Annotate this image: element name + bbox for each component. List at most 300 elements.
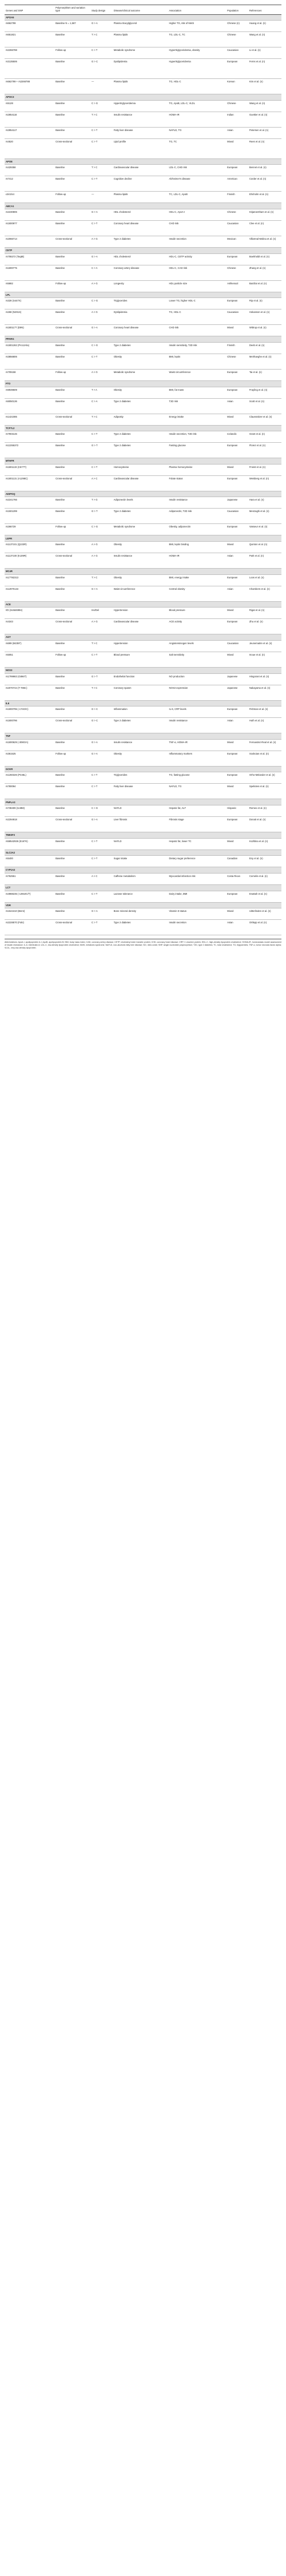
cell-reference: Zhang et al. (n) xyxy=(248,265,281,280)
table-row xyxy=(5,640,281,652)
cell-polymorphism: Baseline xyxy=(54,398,90,414)
cell-polymorphism: Baseline xyxy=(54,265,90,280)
gene-group-row xyxy=(5,902,281,908)
cell-polymorphism: Baseline xyxy=(54,805,90,817)
gene-group-row xyxy=(5,425,281,431)
cell-association: Hypertriglyceridemia xyxy=(168,59,227,79)
cell-study-design: T > C xyxy=(90,414,113,425)
cell-snp: rs662799 xyxy=(5,21,54,32)
cell-population: European xyxy=(226,891,248,902)
cell-snp: rs58542926 (E167K) xyxy=(5,838,54,850)
cell-polymorphism: Baseline xyxy=(54,32,90,47)
gene-group-row xyxy=(5,867,281,874)
cell-polymorphism: Baseline xyxy=(54,253,90,265)
gene-group-label: AGT xyxy=(5,634,281,641)
cell-snp: rs1501299 xyxy=(5,509,54,524)
cell-snp: rs2241766 xyxy=(5,497,54,509)
cell-outcome: NAFLD xyxy=(113,805,168,817)
table-row xyxy=(5,265,281,280)
table-row xyxy=(5,817,281,832)
cell-outcome: Coronary artery disease xyxy=(113,265,168,280)
cell-study-design: C > G xyxy=(90,805,113,817)
cell-population: Asian xyxy=(226,920,248,935)
cell-association: BMI, energy intake xyxy=(168,574,227,586)
cell-polymorphism: Baseline xyxy=(54,387,90,398)
gene-group-label: ADIPOQ xyxy=(5,491,281,497)
gene-group-label: APOC3 xyxy=(5,94,281,101)
cell-polymorphism: Baseline xyxy=(54,298,90,309)
cell-population: European xyxy=(226,443,248,458)
cell-polymorphism: Baseline xyxy=(54,542,90,553)
cell-outcome: Coronary spasm xyxy=(113,685,168,700)
cell-population: European xyxy=(226,298,248,309)
cell-polymorphism: Baseline xyxy=(54,59,90,79)
cell-association: Inflammatory markers xyxy=(168,751,227,766)
cell-population: Chinese xyxy=(226,100,248,112)
cell-association: Insulin secretion, T2D risk xyxy=(168,431,227,443)
cell-polymorphism: Baseline xyxy=(54,431,90,443)
cell-polymorphism: Follow-up xyxy=(54,652,90,667)
cell-population: Japanese xyxy=(226,673,248,685)
cell-population: Mixed xyxy=(226,414,248,425)
cell-population: Mixed xyxy=(226,138,248,158)
cell-snp: rs1421085 xyxy=(5,414,54,425)
cell-polymorphism: Baseline xyxy=(54,443,90,458)
cell-snp: rs7412 xyxy=(5,176,54,192)
cell-polymorphism: Follow-up xyxy=(54,524,90,535)
cell-study-design: G > A xyxy=(90,817,113,832)
cell-association: TG, fasting glucose xyxy=(168,772,227,784)
cell-association: Alzheimer's disease xyxy=(168,176,227,192)
cell-association: HOMA-IR xyxy=(168,553,227,569)
cell-reference: Huth et al. (n) xyxy=(248,718,281,733)
cell-outcome: Homocysteine xyxy=(113,464,168,475)
cell-snp: rs5051 xyxy=(5,652,54,667)
cell-reference: Sookoian et al. (n) xyxy=(248,751,281,766)
cell-outcome: Metabolic syndrome xyxy=(113,47,168,59)
cell-association: Insulin sensitivity, T2D risk xyxy=(168,342,227,354)
cell-outcome: Caffeine metabolism xyxy=(113,873,168,884)
cell-population: Icelandic xyxy=(226,431,248,443)
cell-population: Canadian xyxy=(226,856,248,867)
cell-outcome: Triglycerides xyxy=(113,298,168,309)
cell-association: NOS3 expression xyxy=(168,685,227,700)
cell-association: Blood pressure xyxy=(168,608,227,619)
gene-group-label: VDR xyxy=(5,902,281,908)
cell-outcome: Lactose tolerance xyxy=(113,891,168,902)
cell-population: European xyxy=(226,387,248,398)
cell-reference: Li et al. (n) xyxy=(248,47,281,59)
cell-reference: Meirhaeghe et al. (n) xyxy=(248,354,281,369)
cell-polymorphism: Baseline xyxy=(54,127,90,138)
cell-reference: Fishman et al. (n) xyxy=(248,706,281,718)
table-row xyxy=(5,387,281,398)
table-row xyxy=(5,838,281,850)
gene-group-label: CETP xyxy=(5,248,281,254)
cell-snp: rs1801131 (A1298C) xyxy=(5,475,54,491)
table-row xyxy=(5,414,281,425)
table-row xyxy=(5,784,281,799)
cell-snp: rs5400 xyxy=(5,856,54,867)
cell-polymorphism: Follow-up xyxy=(54,192,90,203)
cell-outcome: Triglycerides xyxy=(113,772,168,784)
cell-study-design: G > A xyxy=(90,751,113,766)
cell-snp: rs2294918 xyxy=(5,817,54,832)
cell-reference: Deeb et al. (n) xyxy=(248,342,281,354)
cell-snp: rs1800629 (-308G/A) xyxy=(5,739,54,751)
cell-study-design: C > T xyxy=(90,856,113,867)
gene-group-row xyxy=(5,832,281,839)
cell-association: HDL-C, ApoA-I xyxy=(168,209,227,221)
table-row xyxy=(5,873,281,884)
table-row xyxy=(5,112,281,127)
cell-snp: rs8050136 xyxy=(5,398,54,414)
cell-outcome: Coronary heart disease xyxy=(113,221,168,236)
cell-association: Angiotensinogen levels xyxy=(168,640,227,652)
cell-association: LDL-C, CHD risk xyxy=(168,165,227,176)
cell-outcome: Fatty liver disease xyxy=(113,784,168,799)
cell-association: TG, HDL-C xyxy=(168,309,227,325)
cell-snp: rs361525 xyxy=(5,751,54,766)
cell-polymorphism: Baseline xyxy=(54,739,90,751)
cell-study-design: C > G xyxy=(90,298,113,309)
cell-polymorphism: Baseline xyxy=(54,640,90,652)
cell-population: Costa Rican xyxy=(226,873,248,884)
cell-study-design: G > C xyxy=(90,706,113,718)
table-row xyxy=(5,309,281,325)
cell-polymorphism: Baseline xyxy=(54,342,90,354)
cell-association: Fibrosis stage xyxy=(168,817,227,832)
table-row xyxy=(5,509,281,524)
cell-study-design: A > G xyxy=(90,619,113,634)
cell-population: Mexican xyxy=(226,236,248,248)
cell-reference: Corder et al. (n) xyxy=(248,176,281,192)
gene-group-row xyxy=(5,884,281,891)
gene-group-row xyxy=(5,766,281,772)
cell-association: Plasma homocysteine xyxy=(168,464,227,475)
table-row xyxy=(5,354,281,369)
cell-polymorphism: Baseline N = 1,567 xyxy=(54,21,90,32)
gene-group-row xyxy=(5,799,281,805)
table-row xyxy=(5,431,281,443)
cell-study-design: C > T xyxy=(90,127,113,138)
gene-group-label: TNF xyxy=(5,733,281,740)
cell-population: Mixed xyxy=(226,784,248,799)
cell-outcome: Adiponectin levels xyxy=(113,497,168,509)
cell-association: Obesity, adiponectin xyxy=(168,524,227,535)
cell-study-design: G > A xyxy=(90,586,113,601)
cell-reference: Tai et al. (n) xyxy=(248,369,281,380)
cell-population: European xyxy=(226,772,248,784)
table-row xyxy=(5,59,281,79)
gene-group-row xyxy=(5,94,281,101)
gene-group-row xyxy=(5,248,281,254)
gene-group-row xyxy=(5,203,281,209)
cell-population: European xyxy=(226,475,248,491)
header-population: Population xyxy=(226,5,248,15)
header-polymorphism: Polymorphism and variation type xyxy=(54,5,90,15)
gene-group-label: ACE xyxy=(5,601,281,608)
cell-association: Waist circumference xyxy=(168,369,227,380)
cell-study-design: T > C xyxy=(90,640,113,652)
table-row xyxy=(5,236,281,248)
cell-population: Chinese xyxy=(226,209,248,221)
table-body xyxy=(5,14,281,935)
cell-study-design: C > T xyxy=(90,652,113,667)
gene-association-table xyxy=(5,5,281,935)
table-row xyxy=(5,342,281,354)
gene-group-label: MC4R xyxy=(5,569,281,575)
gene-group-label: LEPR xyxy=(5,535,281,542)
cell-reference: Fernandez-Real et al. (n) xyxy=(248,739,281,751)
cell-population: European xyxy=(226,574,248,586)
cell-reference: Hingorani et al. (n) xyxy=(248,673,281,685)
cell-study-design: — xyxy=(90,79,113,94)
document xyxy=(5,5,281,2567)
cell-association: Energy intake xyxy=(168,414,227,425)
cell-polymorphism: Follow-up xyxy=(54,369,90,380)
cell-reference: Rigat et al. (n) xyxy=(248,608,281,619)
cell-outcome: Type 2 diabetes xyxy=(113,342,168,354)
cell-study-design: G > A xyxy=(90,21,113,32)
cell-study-design: C > T xyxy=(90,221,113,236)
cell-population: European xyxy=(226,751,248,766)
cell-snp: rs738409 (I148M) xyxy=(5,805,54,817)
cell-outcome: Plasma lipids xyxy=(113,79,168,94)
cell-reference: Cornelis et al. (n) xyxy=(248,873,281,884)
table-row xyxy=(5,165,281,176)
cell-association: Insulin secretion xyxy=(168,236,227,248)
cell-association: Salt sensitivity xyxy=(168,652,227,667)
cell-reference: Enattah et al. (n) xyxy=(248,891,281,902)
cell-study-design: Ins/Del xyxy=(90,608,113,619)
cell-association: Myocardial infarction risk xyxy=(168,873,227,884)
cell-reference: Clee et al. (n) xyxy=(248,221,281,236)
cell-outcome: Plasma lipids xyxy=(113,192,168,203)
cell-reference: Grant et al. (n) xyxy=(248,431,281,443)
cell-study-design: G > T xyxy=(90,443,113,458)
cell-study-design: G > A xyxy=(90,253,113,265)
cell-association: Hypertriglyceridemia, obesity xyxy=(168,47,227,59)
cell-outcome: Type 2 diabetes xyxy=(113,236,168,248)
cell-reference: Wittrup et al. (n) xyxy=(248,325,281,336)
gene-group-label: PPARG xyxy=(5,336,281,343)
cell-polymorphism: Cross-sectional xyxy=(54,138,90,158)
cell-outcome: Insulin resistance xyxy=(113,553,168,569)
cell-study-design: T > C xyxy=(90,574,113,586)
cell-polymorphism: Baseline xyxy=(54,309,90,325)
cell-study-design: C > G xyxy=(90,100,113,112)
cell-polymorphism: Baseline xyxy=(54,772,90,784)
cell-study-design: A > G xyxy=(90,309,113,325)
cell-polymorphism: Baseline xyxy=(54,685,90,700)
cell-polymorphism: Baseline xyxy=(54,112,90,127)
cell-outcome: Hypertriglyceridemia xyxy=(113,100,168,112)
cell-association: NAFLD, TG xyxy=(168,127,227,138)
gene-group-label: APOA5 xyxy=(5,14,281,21)
cell-outcome: Type 2 diabetes xyxy=(113,718,168,733)
table-row xyxy=(5,79,281,94)
cell-polymorphism: Follow-up xyxy=(54,280,90,292)
cell-outcome: Insulin resistance xyxy=(113,112,168,127)
gene-group-label: MTHFR xyxy=(5,458,281,465)
cell-outcome: Cardiovascular disease xyxy=(113,165,168,176)
cell-snp: rs1260326 (P446L) xyxy=(5,772,54,784)
cell-snp: rs699 (M235T) xyxy=(5,640,54,652)
gene-group-row xyxy=(5,535,281,542)
gene-group-label: IL6 xyxy=(5,700,281,706)
cell-study-design: T > C xyxy=(90,165,113,176)
cell-snp: rs4343 xyxy=(5,619,54,634)
cell-study-design: A > G xyxy=(90,542,113,553)
cell-outcome: Adiposity xyxy=(113,414,168,425)
cell-snp: rs2854116 xyxy=(5,112,54,127)
cell-reference: Romeo et al. (n) xyxy=(248,805,281,817)
gene-group-row xyxy=(5,601,281,608)
cell-study-design: C > T xyxy=(90,138,113,158)
cell-population: Finnish xyxy=(226,192,248,203)
table-row xyxy=(5,652,281,667)
cell-snp: rs9939609 xyxy=(5,387,54,398)
cell-outcome: Lipid profile xyxy=(113,138,168,158)
cell-outcome: NAFLD xyxy=(113,838,168,850)
cell-population: Japanese xyxy=(226,685,248,700)
gene-group-label: FTO xyxy=(5,380,281,387)
cell-study-design: G > C xyxy=(90,718,113,733)
cell-association: Lower TG, higher HDL-C xyxy=(168,298,227,309)
gene-group-row xyxy=(5,667,281,673)
table-row xyxy=(5,553,281,569)
cell-reference: Hara et al. (n) xyxy=(248,497,281,509)
cell-polymorphism: Baseline xyxy=(54,838,90,850)
cell-outcome: Bone mineral density xyxy=(113,908,168,920)
cell-reference: Rip et al. (n) xyxy=(248,298,281,309)
cell-outcome: Dyslipidemia xyxy=(113,309,168,325)
table-row xyxy=(5,891,281,902)
cell-outcome: Insulin resistance xyxy=(113,739,168,751)
cell-snp: rs2070744 (T-786C) xyxy=(5,685,54,700)
cell-reference: Rees et al. (n) xyxy=(248,138,281,158)
cell-outcome: Plasma triacylglycerol xyxy=(113,21,168,32)
cell-population: Caucasian xyxy=(226,47,248,59)
cell-snp: rs2228570 (FokI) xyxy=(5,920,54,935)
cell-study-design: C > G xyxy=(90,342,113,354)
cell-reference: Bennet et al. (n) xyxy=(248,165,281,176)
cell-reference: Wang et al. (n) xyxy=(248,100,281,112)
gene-group-row xyxy=(5,458,281,465)
cell-outcome: Type 2 diabetes xyxy=(113,443,168,458)
cell-polymorphism: Baseline xyxy=(54,464,90,475)
table-row xyxy=(5,608,281,619)
gene-group-row xyxy=(5,14,281,21)
cell-snp: rs2266788 xyxy=(5,47,54,59)
cell-association: BMI, fat mass xyxy=(168,387,227,398)
gene-group-label: LPL xyxy=(5,292,281,298)
cell-polymorphism: Baseline xyxy=(54,908,90,920)
cell-study-design: C > A xyxy=(90,398,113,414)
cell-association: T2D risk xyxy=(168,398,227,414)
cell-snp: rs5128 xyxy=(5,100,54,112)
cell-snp: rs762551 xyxy=(5,873,54,884)
cell-association: HDL-C, CETP activity xyxy=(168,253,227,265)
cell-snp: rs1801282 (Pro12Ala) xyxy=(5,342,54,354)
table-row xyxy=(5,280,281,292)
header-study-design: Study design xyxy=(90,5,113,15)
cell-polymorphism: Baseline xyxy=(54,673,90,685)
cell-population: Asian xyxy=(226,398,248,414)
cell-outcome: Dyslipidemia xyxy=(113,59,168,79)
gene-group-row xyxy=(5,292,281,298)
cell-polymorphism: Cross-sectional xyxy=(54,325,90,336)
cell-polymorphism: Baseline xyxy=(54,608,90,619)
gene-group-row xyxy=(5,380,281,387)
cell-reference: Orho-Melander et al. (n) xyxy=(248,772,281,784)
cell-reference: Frayling et al. (n) xyxy=(248,387,281,398)
cell-reference: Speliotes et al. (n) xyxy=(248,784,281,799)
table-row xyxy=(5,100,281,112)
cell-polymorphism: Baseline xyxy=(54,221,90,236)
cell-reference: Jeunemaitre et al. (n) xyxy=(248,640,281,652)
cell-study-design: G > C xyxy=(90,59,113,79)
cell-association: Insulin secretion xyxy=(168,920,227,935)
cell-outcome: Cognitive decline xyxy=(113,176,168,192)
cell-outcome: Type 2 diabetes xyxy=(113,398,168,414)
cell-population: Asian xyxy=(226,586,248,601)
gene-group-label: SLC2A2 xyxy=(5,850,281,856)
cell-polymorphism: Baseline xyxy=(54,497,90,509)
cell-reference: Kozlitina et al. (n) xyxy=(248,838,281,850)
table-row xyxy=(5,739,281,751)
table-row xyxy=(5,192,281,203)
cell-study-design: C > T xyxy=(90,772,113,784)
cell-snp: rs12970134 xyxy=(5,586,54,601)
cell-outcome: Longevity xyxy=(113,280,168,292)
cell-outcome: Blood pressure xyxy=(113,652,168,667)
cell-polymorphism: Baseline xyxy=(54,509,90,524)
cell-study-design: C > T xyxy=(90,891,113,902)
table-row xyxy=(5,706,281,718)
cell-reference: Eny et al. (n) xyxy=(248,856,281,867)
cell-outcome: Type 2 diabetes xyxy=(113,509,168,524)
cell-snp: rs7903146 xyxy=(5,431,54,443)
cell-reference: Florez et al. (n) xyxy=(248,443,281,458)
cell-association: CHD risk xyxy=(168,325,227,336)
cell-population: European xyxy=(226,706,248,718)
cell-polymorphism: Cross-sectional xyxy=(54,619,90,634)
cell-outcome: Cardiovascular disease xyxy=(113,475,168,491)
table-row xyxy=(5,47,281,59)
cell-polymorphism: Baseline xyxy=(54,873,90,884)
cell-outcome: Hypertension xyxy=(113,640,168,652)
cell-reference: Ferns et al. (n) xyxy=(248,59,281,79)
cell-population: Caucasian xyxy=(226,309,248,325)
cell-snp: rs2066714 xyxy=(5,236,54,248)
cell-population: Mixed xyxy=(226,652,248,667)
cell-population: Japanese xyxy=(226,497,248,509)
cell-population: Chinese xyxy=(226,265,248,280)
cell-association: Central obesity xyxy=(168,586,227,601)
cell-association: TNF-α, HOMA-IR xyxy=(168,739,227,751)
cell-snp: rs1544410 (BsmI) xyxy=(5,908,54,920)
cell-polymorphism: Follow-up xyxy=(54,751,90,766)
table-row xyxy=(5,542,281,553)
cell-study-design: C > G xyxy=(90,524,113,535)
table-footnote: Abbreviations: ApoA-I, apolipoprotein A-I; ApoB, apolipoprotein B; BMI, body mass index; CAD, coronary artery disease; CETP, cholesteryl ester transfer protein; CHD, coronary heart disease; CRP, C-reactive protein; HDL-C, high-density lipoprotein cholesterol; HOMA-IR, homeostasis model assessment of insulin resistance; IL-6, interleukin-6; LDL-C, low-density lipoprotein cholesterol; MetS, metabolic syndrome; NAFLD, non-alcoholic fatty liver disease; NO, nitric oxide; SNP, single nucleotide polymorphism; T2D, type 2 diabetes; TC, total cholesterol; TG, triglycerides; TNF-α, tumor necrosis factor alpha; VLDL, very-low-density lipoprotein. xyxy=(5,939,281,950)
cell-association: HDL particle size xyxy=(168,280,227,292)
cell-population: Asian xyxy=(226,553,248,569)
cell-study-design: G > A xyxy=(90,325,113,336)
cell-outcome: Type 2 diabetes xyxy=(113,920,168,935)
